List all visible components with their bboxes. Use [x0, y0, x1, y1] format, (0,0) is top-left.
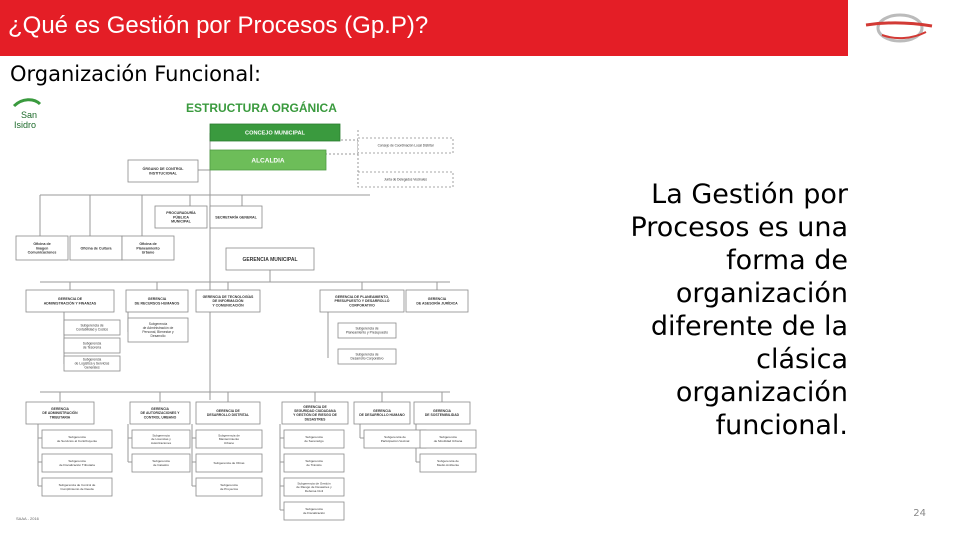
org-box-label: de Movilidad Urbana: [433, 438, 463, 443]
org-box-label: DESARROLLO DISTRITAL: [206, 413, 250, 418]
org-box-label: Subgerencia: [305, 459, 323, 464]
org-box-label: GERENCIA: [373, 409, 391, 414]
org-box-label: PÚBLICA: [173, 215, 189, 220]
neighborhood-board-box: [358, 172, 453, 187]
sub-management-box: [64, 320, 120, 335]
org-box-label: CONTROL URBANO: [143, 415, 177, 420]
brand-line-1: San: [21, 110, 38, 120]
org-box-label: de Tránsito: [306, 462, 322, 467]
org-box-label: MUNICIPAL: [171, 219, 191, 224]
org-box-label: de Tesorería: [82, 345, 102, 350]
org-box-label: DE SOSTENIBILIDAD: [424, 413, 460, 418]
org-box-label: GERENCIA MUNICIPAL: [242, 256, 298, 263]
sub-management-box: [64, 356, 120, 371]
org-box-label: Urbano: [141, 250, 155, 255]
org-box-label: GERENCIA DE TECNOLOGÍAS: [202, 295, 254, 300]
org-box-label: Contabilidad y Costos: [75, 327, 109, 332]
org-box-label: Consejo de Coordinación Local Distrital: [377, 143, 434, 148]
org-box-label: Medio Ambiente: [436, 462, 460, 467]
org-box-label: Subgerencia: [82, 341, 102, 346]
sub-management-box: [420, 454, 476, 472]
org-box-label: Subgerencia de Obras: [213, 461, 245, 466]
org-box-label: GERENCIA: [433, 409, 451, 414]
org-box-label: Autorizaciones: [150, 440, 172, 445]
org-box-label: GERENCIA: [147, 297, 167, 302]
org-box-label: ÓRGANO DE CONTROL: [142, 167, 184, 172]
sub-management-box: [42, 454, 112, 472]
org-box-label: Subgerencia de: [384, 435, 406, 440]
org-box-label: Oficina de: [33, 241, 51, 246]
general-management-box: [226, 248, 314, 270]
sub-management-box: [284, 430, 344, 448]
org-box-label: DE AUTORIZACIONES Y: [140, 411, 180, 416]
org-box-label: GERENCIA DE: [216, 409, 240, 414]
council-box: [210, 124, 340, 141]
sub-management-box: [338, 349, 396, 364]
org-box-label: Oficina de: [139, 241, 157, 246]
title-bar: [0, 0, 848, 56]
org-box-label: ADMINISTRACIÓN Y FINANZAS: [43, 301, 97, 306]
org-box-label: Oficina de Cultura: [80, 246, 112, 251]
org-box-label: GERENCIA: [151, 407, 169, 412]
sub-management-box: [364, 430, 426, 448]
sub-management-box: [132, 430, 190, 448]
org-box-label: de Licencias y: [151, 437, 171, 442]
coordination-council-box: [358, 138, 453, 153]
management-box-row2: [130, 402, 190, 424]
management-box-row2: [282, 402, 348, 424]
org-box-label: Subgerencia: [82, 357, 102, 362]
slide-title: ¿Qué es Gestión por Procesos (Gp.P)?: [8, 12, 429, 39]
org-box-label: Subgerencia de: [218, 433, 240, 438]
brand-line-2: Isidro: [14, 120, 37, 130]
org-box-label: Desarrollo: [150, 334, 166, 339]
org-box-label: Desarrollo Corporativo: [350, 356, 384, 361]
org-box-label: Y GESTIÓN DE RIESGO DE: [293, 413, 337, 418]
sub-management-box: [196, 454, 262, 472]
org-box-label: GERENCIA DE: [303, 405, 327, 410]
sub-management-box: [42, 478, 112, 496]
org-box-label: Personal, Bienestar y: [142, 330, 174, 335]
org-box-label: de Catastro: [153, 462, 169, 467]
procuraduria-box: [155, 206, 207, 228]
org-box-label: Generales: [84, 365, 100, 370]
org-box-label: Subgerencia: [305, 435, 323, 440]
san-isidro-logo-icon: [14, 100, 40, 130]
internal-control-box: [128, 160, 198, 182]
support-office-box: [122, 236, 174, 260]
management-box-row1: [26, 290, 114, 312]
sub-management-box: [128, 318, 188, 342]
org-box-label: Subgerencia: [220, 483, 238, 488]
org-box-label: SEGURIDAD CIUDADANA: [294, 409, 336, 414]
org-box-label: ALCALDIA: [251, 157, 285, 165]
management-box-row1: [406, 290, 468, 312]
org-box-label: Subgerencia: [152, 459, 170, 464]
org-box-label: Imagen: [35, 246, 49, 251]
org-box-label: Subgerencia de: [355, 326, 379, 331]
org-box-label: Defensa Civil: [304, 488, 324, 493]
sub-management-box: [42, 430, 112, 448]
org-box-label: SECRETARÍA GENERAL: [215, 215, 257, 220]
org-box-label: de Fiscalización Tributaria: [59, 462, 95, 467]
org-box-label: GERENCIA DE: [57, 297, 83, 302]
org-chart-title: ESTRUCTURA ORGÁNICA: [186, 101, 337, 115]
sub-management-box: [196, 478, 262, 496]
org-box-label: DE RECURSOS HUMANOS: [134, 301, 180, 306]
org-box-label: de Servicios al Contribuyente: [56, 438, 98, 443]
org-box-label: CORPORATIVO: [349, 303, 375, 308]
org-box-label: GERENCIA DE PLANEAMIENTO,: [334, 295, 390, 300]
org-box-label: Y COMUNICACIÓN: [212, 303, 244, 308]
org-box-label: de Riesgo de Desastres y: [296, 485, 332, 490]
management-box-row1: [126, 290, 188, 312]
org-box-label: GERENCIA: [427, 297, 447, 302]
org-box-label: Participación Vecinal: [380, 438, 410, 443]
org-box-label: de Proyectos: [219, 486, 239, 491]
org-box-label: DE ASESORÍA JURÍDICA: [416, 301, 458, 306]
mayor-box: [210, 150, 326, 170]
org-box-label: Junta de Delegados Vecinales: [384, 177, 427, 182]
org-box-label: Planeamiento: [136, 246, 160, 251]
org-box-label: Subgerencia de Gestión: [297, 481, 331, 486]
org-box-label: DE INFORMACIÓN: [212, 299, 244, 304]
org-box-label: Planeamiento y Presupuesto: [345, 330, 389, 335]
org-footer-note: SAAA - 2016: [16, 516, 39, 521]
org-box-label: DESASTRES: [304, 417, 326, 422]
management-box-row2: [196, 402, 260, 424]
org-box-label: PRESUPUESTO Y DESARROLLO: [334, 299, 390, 304]
org-box-label: CONCEJO MUNICIPAL: [245, 130, 305, 137]
org-box-label: de Serenazgo: [304, 438, 324, 443]
org-box-label: Subgerencia de Control de: [58, 483, 96, 488]
management-box-row2: [414, 402, 470, 424]
org-box-label: Subgerencia de: [80, 323, 104, 328]
org-box-label: Subgerencia: [68, 435, 86, 440]
ring-swoosh-logo-icon: [862, 8, 934, 48]
org-box-label: Subgerencia de: [355, 352, 379, 357]
org-box-label: Subgerencia: [439, 435, 457, 440]
org-chart: [10, 96, 480, 528]
sub-management-box: [132, 454, 190, 472]
org-box-label: GERENCIA: [51, 407, 69, 412]
sub-management-box: [284, 454, 344, 472]
management-box-row1: [196, 290, 260, 312]
org-box-label: INSTITUCIONAL: [149, 171, 177, 176]
org-box-label: de Administración de: [142, 326, 174, 331]
management-box-row2: [26, 402, 94, 424]
org-box-label: Subgerencia: [305, 507, 323, 512]
sub-management-box: [284, 502, 344, 520]
org-box-label: Subgerencia de: [437, 459, 459, 464]
management-box-row1: [320, 290, 404, 312]
org-box-label: de Logística y Servicios: [74, 361, 110, 366]
body-text: La Gestión por Procesos es una forma de organización diferente de la clásica organización funcional.: [630, 179, 848, 441]
sub-management-box: [196, 430, 262, 448]
sub-management-box: [64, 338, 120, 353]
support-office-box: [16, 236, 68, 260]
org-box-label: Subgerencia: [148, 322, 168, 327]
support-office-box: [70, 236, 122, 260]
org-box-label: Subgerencia: [152, 433, 170, 438]
org-box-label: Comunicaciones: [27, 250, 57, 255]
org-box-label: TRIBUTARIA: [49, 415, 71, 420]
sub-management-box: [420, 430, 476, 448]
org-box-label: Mantenimiento: [218, 437, 240, 442]
sub-management-box: [284, 478, 344, 496]
org-box-label: Cumplimiento de Deuda: [60, 486, 94, 491]
org-box-label: Subgerencia: [68, 459, 86, 464]
org-box-label: de Fiscalización: [302, 510, 326, 515]
org-box-label: DE ADMINISTRACIÓN: [42, 411, 78, 416]
org-box-label: Urbano: [223, 440, 235, 445]
page-number: 24: [913, 508, 926, 519]
org-box-label: DE DESARROLLO HUMANO: [359, 413, 405, 418]
sub-management-box: [338, 323, 396, 338]
org-box-label: PROCURADURÍA: [166, 210, 196, 215]
secretaria-box: [210, 206, 262, 228]
subtitle: Organización Funcional:: [10, 62, 262, 86]
management-box-row2: [354, 402, 410, 424]
